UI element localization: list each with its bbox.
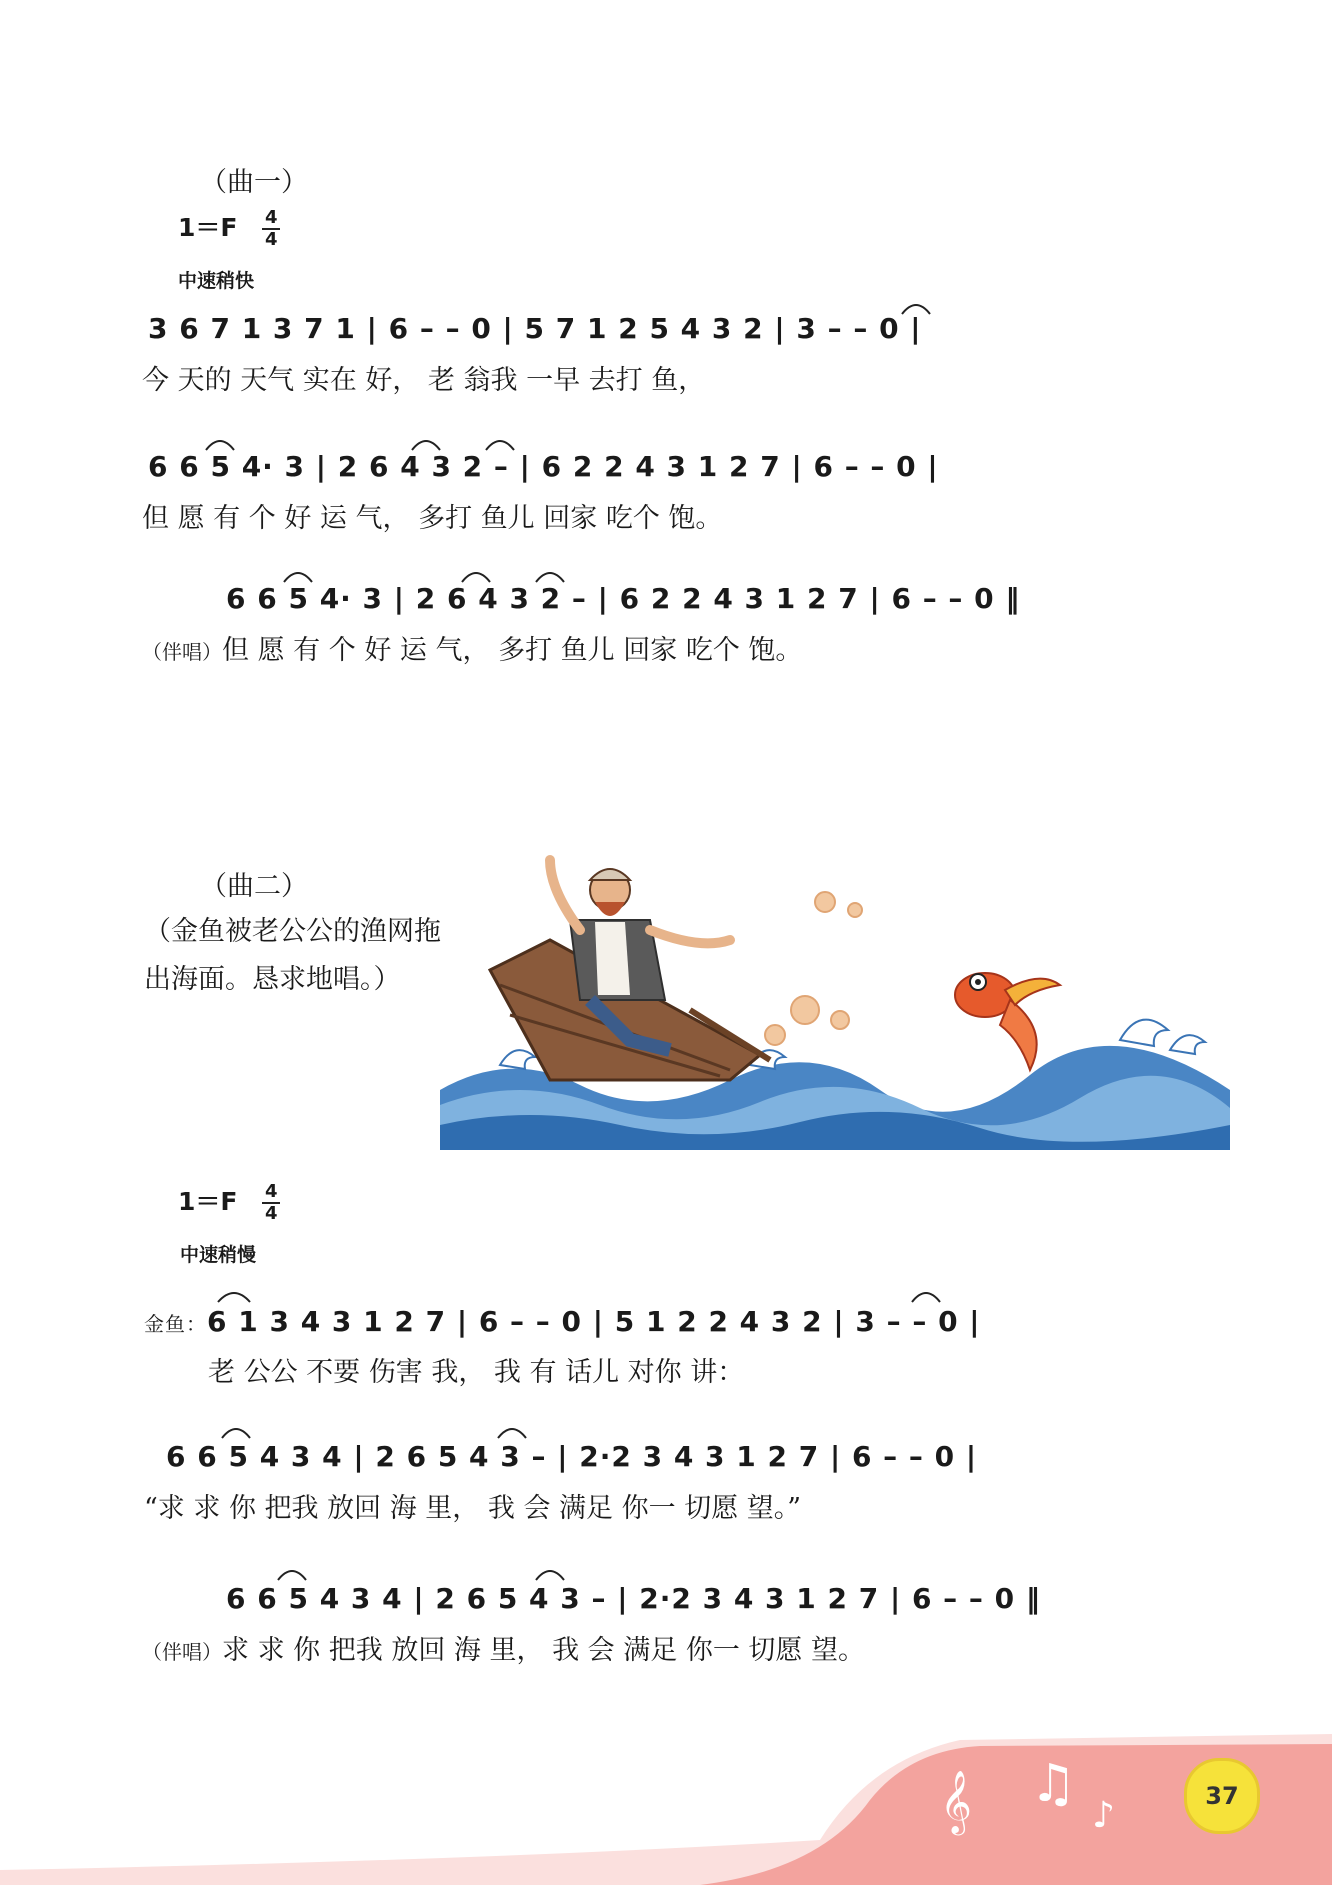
song2-row1-notes: 金鱼：6 1 3 4 3 1 2 7 | 6 – – 0 | 5 1 2 2 4 3 2 | 3 – – 0 | — [144, 1305, 981, 1338]
song1-row3-notes: 6 6 5 4· 3 | 2 6 4 3 2 – | 6 2 2 4 3 1 2 7 | 6 – – 0 ‖ — [226, 582, 1021, 615]
song1-key: 1＝F — [178, 213, 238, 242]
song1-row2-notes: 6 6 5 4· 3 | 2 6 4 3 2 – | 6 2 2 4 3 1 2 7 | 6 – – 0 | — [148, 450, 939, 483]
song1-tempo: 中速稍快 — [178, 270, 255, 292]
song2-time-signature: $\frac{4}{4}$ — [262, 1183, 280, 1223]
page-number-badge — [1184, 1758, 1260, 1834]
song1-title: （曲一） — [200, 167, 308, 198]
song2-key: 1＝F — [178, 1187, 238, 1216]
song2-row3-notes: 6 6 5 4 3 4 | 2 6 5 4 3 – | 2·2 3 4 3 1 2 7 | 6 – – 0 ‖ — [226, 1582, 1041, 1615]
song2-row1-lyrics: 老 公公 不要 伤害 我， 我 有 话儿 对你 讲： — [208, 1357, 745, 1388]
eighth-note-icon: ♪ — [1092, 1795, 1115, 1836]
song1-row2-lyrics: 但 愿 有 个 好 运 气， 多打 鱼儿 回家 吃个 饱。 — [142, 503, 723, 534]
beamed-eighth-notes-icon: ♫ — [1030, 1754, 1077, 1814]
song2-row3-prefix: （伴唱） — [142, 1640, 222, 1664]
song2-row2-lyrics: “求 求 你 把我 放回 海 里， 我 会 满足 你一 切愿 望。” — [144, 1493, 802, 1524]
song1-row3-prefix: （伴唱） — [142, 640, 222, 664]
song2-row2-notes: 6 6 5 4 3 4 | 2 6 5 4 3 – | 2·2 3 4 3 1 2 7 | 6 – – 0 | — [166, 1440, 978, 1473]
song1-time-signature: $\frac{4}{4}$ — [262, 209, 280, 249]
treble-clef-icon: 𝄞 — [940, 1770, 972, 1833]
page-number: 37 — [1205, 1782, 1239, 1810]
fisherman-goldfish-illustration — [430, 850, 1240, 1170]
song2-title: （曲二） — [200, 871, 308, 902]
song2-key-signature — [178, 1182, 280, 1223]
song2-row3-lyrics: （伴唱）求 求 你 把我 放回 海 里， 我 会 满足 你一 切愿 望。 — [142, 1635, 865, 1666]
footer-band — [0, 1720, 1332, 1885]
song1-row3-lyrics: （伴唱）但 愿 有 个 好 运 气， 多打 鱼儿 回家 吃个 饱。 — [142, 635, 803, 666]
song2-description: （金鱼被老公公的渔网拖 出海面。恳求地唱。） — [144, 916, 441, 995]
song1-row1-lyrics: 今 天的 天气 实在 好， 老 翁我 一早 去打 鱼， — [142, 365, 706, 396]
song2-tempo: 中速稍慢 — [180, 1244, 257, 1266]
song2-row1-prefix: 金鱼： — [144, 1312, 207, 1336]
song1-row1-notes: 3 6 7 1 3 7 1 | 6 – – 0 | 5 7 1 2 5 4 3 2 | 3 – – 0 | — [148, 312, 922, 345]
